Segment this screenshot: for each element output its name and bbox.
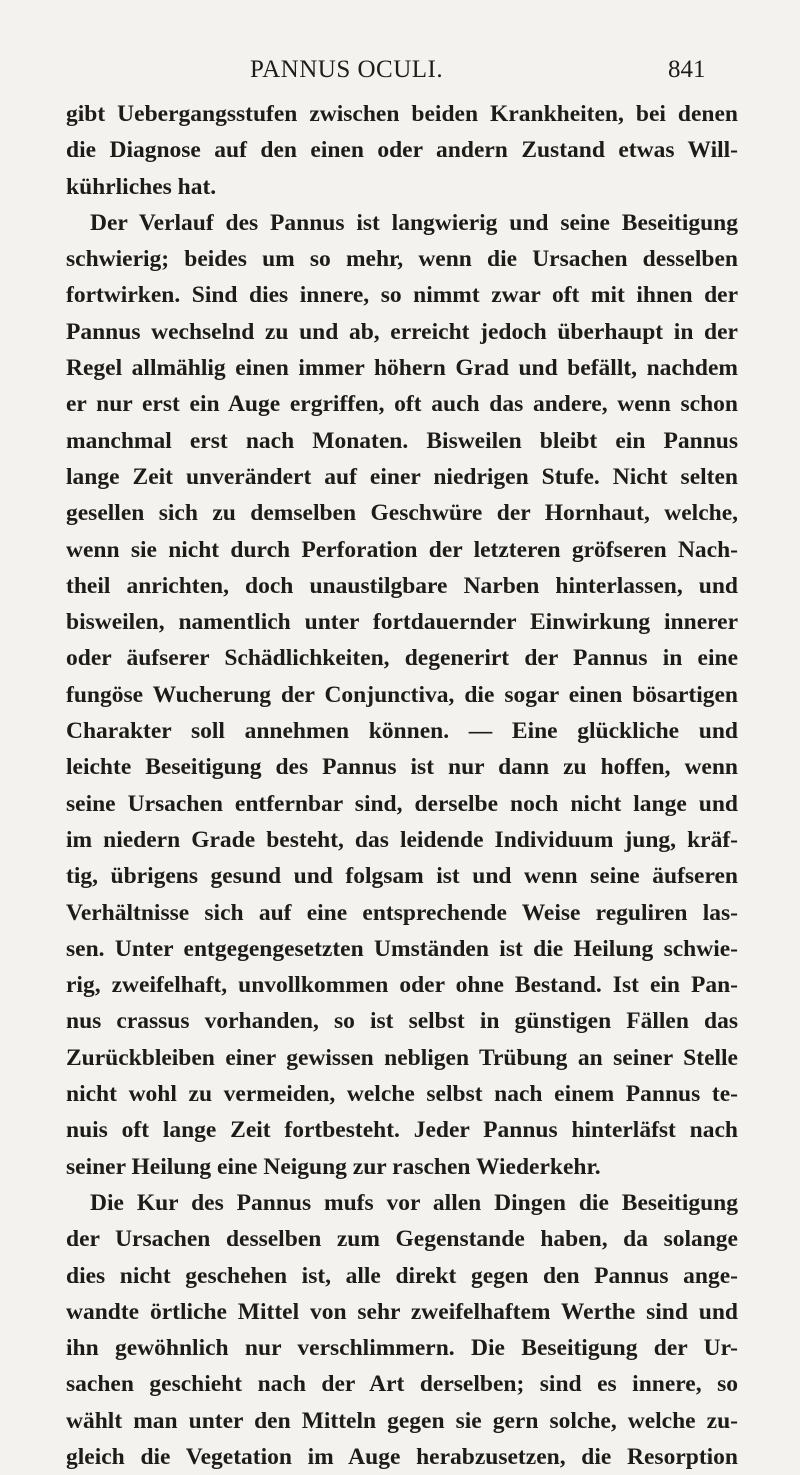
text-line: leichte Beseitigung des Pannus ist nur dann zu hoffen, wenn <box>66 754 738 781</box>
text-line: er nur erst ein Auge ergriffen, oft auch das andere, wenn schon <box>66 391 738 418</box>
text-line: wählt man unter den Mitteln gegen sie gern solche, welche zu- <box>66 1407 738 1434</box>
text-line: Zurückbleiben einer gewissen nebligen Trübung an seiner Stelle <box>66 1044 738 1071</box>
text-line: schwierig; beides um so mehr, wenn die Ursachen desselben <box>66 246 738 273</box>
text-line: fungöse Wucherung der Conjunctiva, die sogar einen bösartigen <box>66 681 738 708</box>
running-head: PANNUS OCULI. <box>250 56 444 83</box>
text-line: wandte örtliche Mittel von sehr zweifelhaftem Werthe sind und <box>66 1298 738 1325</box>
text-line: tig, übrigens gesund und folgsam ist und wenn seine äufseren <box>66 863 738 890</box>
text-line: gleich die Vegetation im Auge herabzusetzen, die Resorption <box>66 1443 738 1470</box>
text-line: seiner Heilung eine Neigung zur raschen Wiederkehr. <box>66 1153 601 1180</box>
text-line: sachen geschieht nach der Art derselben; sind es innere, so <box>66 1371 738 1398</box>
text-line: Der Verlauf des Pannus ist langwierig und seine Beseitigung <box>90 209 738 236</box>
text-line: gibt Uebergangsstufen zwischen beiden Krankheiten, bei denen <box>66 101 738 127</box>
text-line: Charakter soll annehmen können. — Eine glückliche und <box>66 718 738 745</box>
text-line: manchmal erst nach Monaten. Bisweilen bleibt ein Pannus <box>66 427 738 454</box>
text-line: fortwirken. Sind dies innere, so nimmt zwar oft mit ihnen der <box>66 282 738 309</box>
page-header <box>0 56 800 96</box>
text-line: im niedern Grade besteht, das leidende Individuum jung, kräf- <box>66 826 738 853</box>
text-line: ihn gewöhnlich nur verschlimmern. Die Beseitigung der Ur- <box>66 1335 738 1362</box>
text-line: der Ursachen desselben zum Gegenstande haben, da solange <box>66 1226 738 1253</box>
body-text <box>66 96 738 1475</box>
text-line: Regel allmählig einen immer höhern Grad und befällt, nachdem <box>66 355 738 382</box>
text-line: bisweilen, namentlich unter fortdauernder Einwirkung innerer <box>66 609 738 636</box>
text-line: die Diagnose auf den einen oder andern Zustand etwas Will- <box>66 137 738 164</box>
text-line: lange Zeit unverändert auf einer niedrigen Stufe. Nicht selten <box>66 463 738 490</box>
text-line: theil anrichten, doch unaustilgbare Narben hinterlassen, und <box>66 572 738 599</box>
text-line: Pannus wechselnd zu und ab, erreicht jedoch überhaupt in der <box>66 318 738 345</box>
text-line: sen. Unter entgegengesetzten Umständen ist die Heilung schwie- <box>66 935 738 962</box>
text-line: Die Kur des Pannus mufs vor allen Dingen die Beseitigung <box>90 1189 738 1216</box>
text-line: gesellen sich zu demselben Geschwüre der Hornhaut, welche, <box>66 500 738 527</box>
text-line: nus crassus vorhanden, so ist selbst in günstigen Fällen das <box>66 1008 738 1035</box>
text-line: rig, zweifelhaft, unvollkommen oder ohne Bestand. Ist ein Pan- <box>66 972 738 999</box>
text-line: oder äufserer Schädlichkeiten, degenerirt der Pannus in eine <box>66 645 738 672</box>
text-line: dies nicht geschehen ist, alle direkt gegen den Pannus ange- <box>66 1262 738 1289</box>
page-number: 841 <box>668 56 706 83</box>
text-line: nuis oft lange Zeit fortbesteht. Jeder Pannus hinterläfst nach <box>66 1117 738 1144</box>
text-line: Verhältnisse sich auf eine entsprechende Weise reguliren las- <box>66 899 738 926</box>
text-line: seine Ursachen entfernbar sind, derselbe noch nicht lange und <box>66 790 738 817</box>
text-line: wenn sie nicht durch Perforation der letzteren gröfseren Nach- <box>66 536 738 563</box>
text-line: kührliches hat. <box>66 173 217 200</box>
text-line: nicht wohl zu vermeiden, welche selbst nach einem Pannus te- <box>66 1081 738 1108</box>
